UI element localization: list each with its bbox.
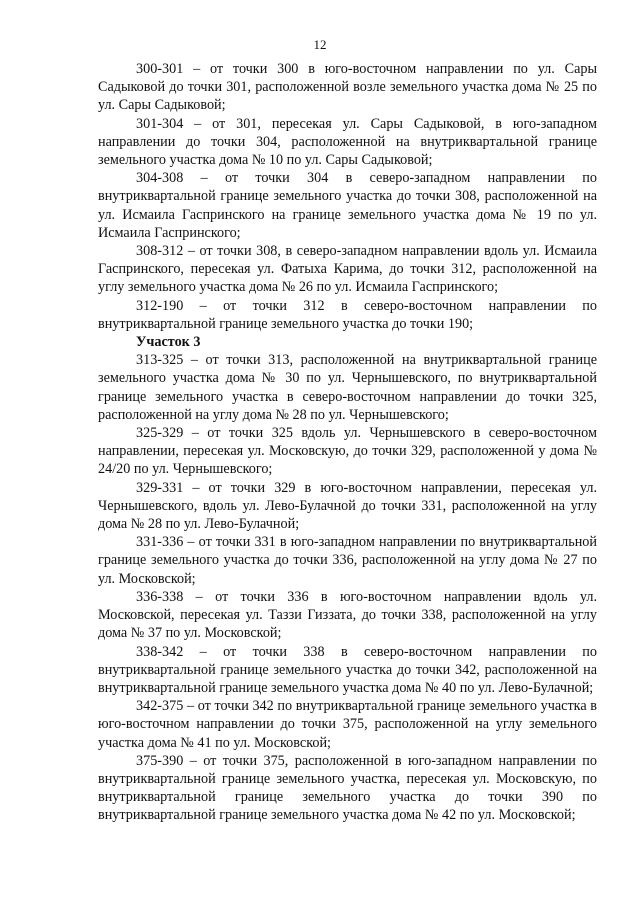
boundary-segment-301-304: 301-304 – от 301, пересекая ул. Сары Садыковой, в юго-западном направлении до точки 304, расположенной на внутриквартальной границе земельного участка дома № 10 по ул. Сары Садыковой; <box>98 115 597 169</box>
boundary-segment-338-342: 338-342 – от точки 338 в северо-восточном направлении по внутриквартальной границе земельного участка до точки 342, расположенной на внутриквартальной границе земельного участка дома № 40 по ул. Лево-Булачной; <box>98 643 597 696</box>
boundary-segment-331-336: 331-336 – от точки 331 в юго-западном направлении по внутриквартальной границе земельного участка до точки 336, расположенной на углу дома № 27 по ул. Московской; <box>98 534 597 587</box>
boundary-segment-329-331: 329-331 – от точки 329 в юго-восточном направлении, пересекая ул. Чернышевского, вдоль ул. Лево-Булачной до точки 331, расположенной на углу дома № 28 по ул. Лево-Булачной; <box>98 479 597 533</box>
boundary-segment-308-312: 308-312 – от точки 308, в северо-западном направлении вдоль ул. Исмаила Гаспринского, пересекая ул. Фатыха Карима, до точки 312, расположенной на углу земельного участка дома № 26 по ул. Исмаила Гаспринского; <box>98 243 597 296</box>
page-number: 12 <box>313 37 327 52</box>
boundary-segment-325-329: 325-329 – от точки 325 вдоль ул. Чернышевского в северо-восточном направлении, пересекая ул. Московскую, до точки 329, расположенной у дома № 24/20 по ул. Чернышевского; <box>98 425 597 478</box>
section-heading: Участок 3 <box>136 334 201 351</box>
boundary-segment-342-375: 342-375 – от точки 342 по внутриквартальной границе земельного участка в юго-восточном направлении до точки 375, расположенной на углу земельного участка дома № 41 по ул. Московской; <box>98 698 597 751</box>
boundary-segment-313-325: 313-325 – от точки 313, расположенной на внутриквартальной границе земельного участка дома № 30 по ул. Чернышевского, по внутриквартальной границе земельного участка в северо-восточном направлении до точки 325, расположенной на углу дома № 28 по ул. Чернышевского; <box>98 352 597 423</box>
boundary-segment-300-301: 300-301 – от точки 300 в юго-восточном направлении по ул. Сары Садыковой до точки 301, расположенной возле земельного участка дома № 25 по ул. Сары Садыковой; <box>98 61 597 114</box>
boundary-segment-312-190: 312-190 – от точки 312 в северо-восточном направлении по внутриквартальной границе земельного участка до точки 190; <box>98 297 597 332</box>
boundary-segment-304-308: 304-308 – от точки 304 в северо-западном направлении по внутриквартальной границе земельного участка до точки 308, расположенной на ул. Исмаила Гаспринского на границе земельного участка дома № 19 по ул. Исмаила Гаспринского; <box>98 170 597 241</box>
document-body <box>98 60 597 825</box>
boundary-segment-375-390: 375-390 – от точки 375, расположенной в юго-западном направлении по внутриквартальной границе земельного участка, пересекая ул. Московскую, по внутриквартальной границе земельного участка до точки 390 по внутриквартальной границе земельного участка дома № 42 по ул. Московской; <box>98 752 597 824</box>
boundary-segment-336-338: 336-338 – от точки 336 в юго-восточном направлении вдоль ул. Московской, пересекая ул. Таззи Гиззата, до точки 338, расположенной на углу дома № 37 по ул. Московской; <box>98 588 597 642</box>
